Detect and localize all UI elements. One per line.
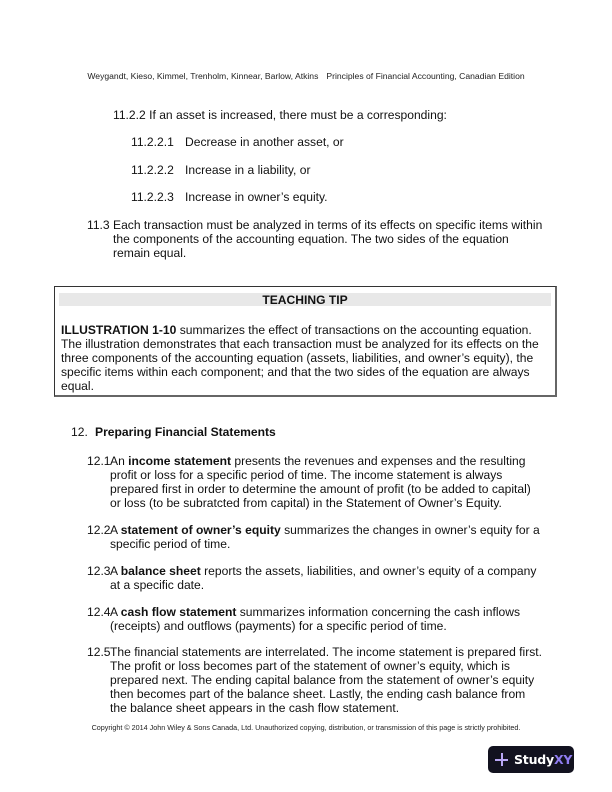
section-number: 12.: [71, 425, 88, 439]
subitem-number: 11.2.2.2: [131, 163, 174, 177]
item-line: profit or loss for a specific period of time. The income statement is always: [110, 468, 503, 482]
key-term: cash flow statement: [120, 605, 237, 619]
section-title: Preparing Financial Statements: [95, 425, 276, 439]
subitem-text: Increase in owner’s equity.: [185, 190, 328, 204]
outline-subitem: [131, 163, 310, 177]
brand-main: Study: [514, 752, 554, 767]
item-text: summarizes the changes in owner’s equity for a: [280, 523, 540, 537]
teaching-tip-box: [54, 286, 557, 397]
plus-icon: [495, 753, 508, 766]
tip-line: The illustration demonstrates that each transaction must be analyzed for its effects on the: [61, 337, 539, 351]
item-text: A: [110, 564, 121, 578]
outline-item-12-2: [87, 523, 557, 551]
item-text: summarizes information concerning the cash inflows: [236, 605, 521, 619]
section-heading-12: [71, 425, 276, 439]
brand-wordmark: [514, 752, 572, 767]
item-line: prepared first in order to determine the amount of profit (to be added to capital): [110, 482, 531, 496]
tip-line: summarizes the effect of transactions on the accounting equation.: [176, 323, 532, 337]
item-number: 12.3: [87, 564, 111, 578]
outline-item-12-1: [87, 454, 557, 510]
studyxy-badge[interactable]: [488, 746, 574, 773]
item-number: 12.5: [87, 645, 111, 659]
running-header: [0, 71, 612, 81]
item-number: 11.3: [87, 218, 110, 232]
key-term: balance sheet: [120, 564, 201, 578]
tip-line: equal.: [61, 379, 94, 393]
outline-item-12-5: [87, 645, 557, 715]
outline-item-12-4: [87, 605, 557, 633]
teaching-tip-body: [61, 323, 547, 393]
item-line: (receipts) and outflows (payments) for a specific period of time.: [110, 619, 447, 633]
item-line: then becomes part of the balance sheet. Lastly, the ending cash balance from: [110, 687, 526, 701]
subitem-text: Decrease in another asset, or: [185, 135, 344, 149]
copyright-footer: Copyright © 2014 John Wiley & Sons Canada, Ltd. Unauthorized copying, distribution, or transmission of this page is strictly prohibited.: [91, 723, 521, 732]
outline-subitem: [131, 135, 344, 149]
item-text: presents the revenues and expenses and the resulting: [230, 454, 526, 468]
header-book-title: Principles of Financial Accounting, Canadian Edition: [326, 71, 525, 81]
item-number: 12.2: [87, 523, 111, 537]
header-authors: Weygandt, Kieso, Kimmel, Trenholm, Kinnear, Barlow, Atkins: [87, 71, 319, 81]
illustration-reference: ILLUSTRATION 1-10: [61, 323, 177, 337]
tip-line: specific items within each component; and that the two sides of the equation are always: [61, 365, 530, 379]
item-text: A: [110, 605, 121, 619]
item-line: remain equal.: [113, 246, 187, 260]
subitem-number: 11.2.2.1: [131, 135, 174, 149]
key-term: statement of owner’s equity: [120, 523, 281, 537]
item-line: at a specific date.: [110, 578, 205, 592]
item-line: The profit or loss becomes part of the statement of owner’s equity, which is: [110, 659, 510, 673]
outline-item-12-3: [87, 564, 557, 592]
key-term: income statement: [128, 454, 231, 468]
item-text: If an asset is increased, there must be a corresponding:: [149, 108, 447, 122]
item-number: 12.4: [87, 605, 111, 619]
teaching-tip-title: TEACHING TIP: [59, 293, 551, 306]
tip-line: three components of the accounting equation (assets, liabilities, and owner’s equity), the: [61, 351, 534, 365]
item-line: specific period of time.: [110, 537, 231, 551]
brand-accent: XY: [553, 752, 573, 767]
item-number: 12.1: [87, 454, 111, 468]
item-text: A: [110, 523, 121, 537]
item-number: 11.2.2: [113, 108, 146, 122]
outline-subitem: [131, 190, 328, 204]
item-line: or loss (to be subratcted from capital) in the Statement of Owner’s Equity.: [110, 496, 502, 510]
item-text: An: [110, 454, 129, 468]
item-line: prepared next. The ending capital balance from the statement of owner’s equity: [110, 673, 535, 687]
item-line: the components of the accounting equation. The two sides of the equation: [113, 232, 509, 246]
item-line: the balance sheet appears in the cash flow statement.: [110, 701, 400, 715]
outline-item-11-2-2: [113, 108, 447, 122]
outline-item-11-3: [87, 218, 557, 260]
item-line: Each transaction must be analyzed in terms of its effects on specific items within: [113, 218, 543, 232]
subitem-text: Increase in a liability, or: [185, 163, 311, 177]
item-text: reports the assets, liabilities, and owner’s equity of a company: [200, 564, 537, 578]
item-line: The financial statements are interrelated. The income statement is prepared first.: [110, 645, 543, 659]
subitem-number: 11.2.2.3: [131, 190, 174, 204]
